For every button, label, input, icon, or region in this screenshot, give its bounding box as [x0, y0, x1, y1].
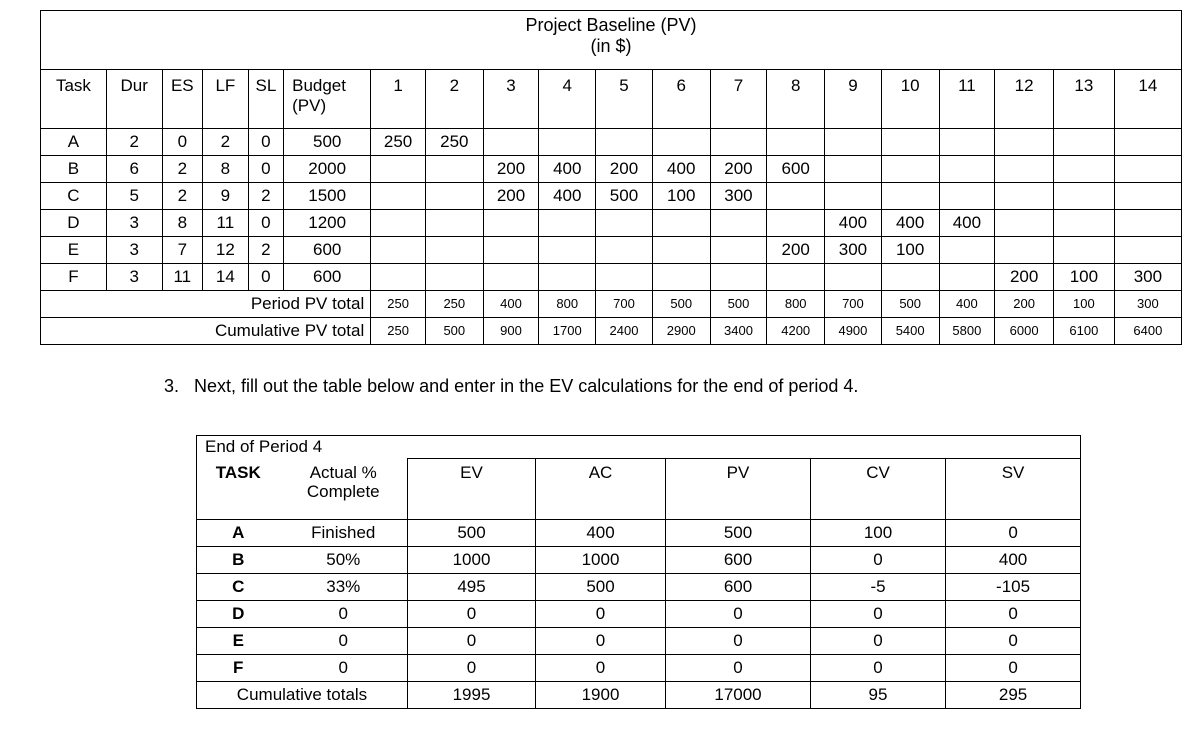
baseline-es-cell: 8 [162, 210, 203, 237]
baseline-pv-cell: 100 [881, 237, 939, 264]
ev-cv-cell: -5 [811, 574, 946, 601]
baseline-dur-cell: 2 [106, 129, 162, 156]
baseline-pv-cell [825, 264, 882, 291]
ev-pct-cell: 50% [280, 547, 408, 574]
ev-sv-cell: 0 [946, 520, 1081, 547]
baseline-pv-cell [767, 264, 825, 291]
baseline-pv-cell: 200 [483, 183, 539, 210]
ev-header-row [197, 459, 1081, 520]
cumulative-pv-total-cell: 5800 [939, 318, 995, 345]
baseline-budget-cell: 600 [284, 237, 371, 264]
baseline-es-cell: 11 [162, 264, 203, 291]
ev-cv-cell: 100 [811, 520, 946, 547]
cumulative-pv-total-cell: 3400 [710, 318, 767, 345]
ev-sv-cell: 400 [946, 547, 1081, 574]
cumulative-pv-total-cell: 1700 [539, 318, 596, 345]
period-pv-total-cell: 800 [767, 291, 825, 318]
baseline-sl-cell: 0 [248, 129, 283, 156]
baseline-pv-cell [1054, 129, 1115, 156]
baseline-es-cell: 2 [162, 156, 203, 183]
baseline-pv-cell [371, 156, 426, 183]
baseline-pv-cell [1054, 210, 1115, 237]
ev-total-ev: 1995 [408, 682, 536, 709]
baseline-pv-cell [425, 210, 483, 237]
baseline-budget-cell: 500 [284, 129, 371, 156]
baseline-pv-cell [1054, 183, 1115, 210]
cumulative-pv-total-cell: 900 [483, 318, 539, 345]
baseline-pv-cell: 500 [596, 183, 653, 210]
ev-total-sv: 295 [946, 682, 1081, 709]
baseline-pv-cell [425, 237, 483, 264]
baseline-pv-cell [710, 237, 767, 264]
period-header: 10 [881, 70, 939, 129]
period-pv-total-cell: 500 [710, 291, 767, 318]
baseline-dur-cell: 3 [106, 210, 162, 237]
period-pv-total-cell: 250 [371, 291, 426, 318]
baseline-pv-cell [371, 210, 426, 237]
baseline-pv-cell [939, 156, 995, 183]
ev-pct-cell: 0 [280, 655, 408, 682]
ev-task-row [197, 601, 1081, 628]
instruction-number: 3. [164, 376, 180, 396]
baseline-lf-cell: 12 [203, 237, 249, 264]
baseline-pv-cell [425, 264, 483, 291]
baseline-pv-cell [1114, 129, 1181, 156]
baseline-pv-cell: 100 [652, 183, 710, 210]
baseline-task-cell: B [41, 156, 107, 183]
cumulative-pv-total-cell: 6100 [1054, 318, 1115, 345]
header-dur: Dur [106, 70, 162, 129]
baseline-es-cell: 2 [162, 183, 203, 210]
cumulative-pv-total-cell: 4900 [825, 318, 882, 345]
ev-cv-cell: 0 [811, 655, 946, 682]
baseline-body [41, 129, 1182, 291]
header-lf: LF [203, 70, 249, 129]
baseline-pv-cell [710, 264, 767, 291]
ev-sv-cell: 0 [946, 628, 1081, 655]
cumulative-pv-total-cell: 2400 [596, 318, 653, 345]
baseline-pv-cell [539, 129, 596, 156]
baseline-task-cell: C [41, 183, 107, 210]
baseline-pv-cell [425, 156, 483, 183]
baseline-pv-cell [1054, 237, 1115, 264]
ev-ev-cell: 0 [408, 628, 536, 655]
baseline-pv-cell [539, 237, 596, 264]
period-header: 12 [995, 70, 1054, 129]
cumulative-pv-total-cell: 500 [425, 318, 483, 345]
ev-sv-cell: 0 [946, 601, 1081, 628]
baseline-title-line1: Project Baseline (PV) [525, 15, 697, 35]
baseline-sl-cell: 0 [248, 264, 283, 291]
baseline-pv-cell [995, 210, 1054, 237]
ev-calculation-table [196, 435, 1081, 709]
ev-task-cell: F [197, 655, 280, 682]
period-pv-total-cell: 700 [596, 291, 653, 318]
baseline-pv-cell [825, 129, 882, 156]
baseline-budget-cell: 2000 [284, 156, 371, 183]
ev-pv-cell: 500 [666, 520, 811, 547]
project-baseline-table [40, 10, 1182, 345]
baseline-es-cell: 0 [162, 129, 203, 156]
period-header: 7 [710, 70, 767, 129]
header-es: ES [162, 70, 203, 129]
baseline-lf-cell: 9 [203, 183, 249, 210]
ev-header-pv: PV [666, 459, 811, 520]
ev-sv-cell: 0 [946, 655, 1081, 682]
period-pv-total-cell: 100 [1054, 291, 1115, 318]
baseline-pv-cell: 250 [425, 129, 483, 156]
baseline-pv-cell [539, 264, 596, 291]
ev-ev-cell: 0 [408, 655, 536, 682]
ev-header-pct: Actual % Complete [280, 459, 408, 520]
baseline-sl-cell: 0 [248, 156, 283, 183]
baseline-pv-cell [596, 237, 653, 264]
baseline-pv-cell: 200 [483, 156, 539, 183]
baseline-pv-cell: 300 [710, 183, 767, 210]
cumulative-pv-total-row [41, 318, 1182, 345]
ev-ac-cell: 400 [536, 520, 666, 547]
cumulative-pv-total-cell: 2900 [652, 318, 710, 345]
ev-task-cell: A [197, 520, 280, 547]
ev-ev-cell: 495 [408, 574, 536, 601]
ev-ac-cell: 0 [536, 628, 666, 655]
ev-header-ac: AC [536, 459, 666, 520]
baseline-task-cell: F [41, 264, 107, 291]
baseline-pv-cell [939, 183, 995, 210]
ev-task-cell: E [197, 628, 280, 655]
baseline-pv-cell [1114, 210, 1181, 237]
baseline-task-row [41, 129, 1182, 156]
baseline-pv-cell [995, 129, 1054, 156]
baseline-pv-cell [596, 129, 653, 156]
baseline-pv-cell [652, 237, 710, 264]
baseline-lf-cell: 11 [203, 210, 249, 237]
ev-pct-cell: 0 [280, 628, 408, 655]
baseline-pv-cell: 400 [652, 156, 710, 183]
baseline-pv-cell [652, 210, 710, 237]
period-header: 11 [939, 70, 995, 129]
ev-pv-cell: 0 [666, 655, 811, 682]
baseline-pv-cell: 400 [825, 210, 882, 237]
ev-task-cell: D [197, 601, 280, 628]
baseline-lf-cell: 2 [203, 129, 249, 156]
baseline-task-cell: A [41, 129, 107, 156]
baseline-pv-cell [995, 237, 1054, 264]
baseline-task-cell: E [41, 237, 107, 264]
baseline-pv-cell: 300 [825, 237, 882, 264]
baseline-pv-cell [371, 264, 426, 291]
baseline-pv-cell [710, 210, 767, 237]
baseline-pv-cell [767, 129, 825, 156]
cumulative-pv-total-cell: 6400 [1114, 318, 1181, 345]
cumulative-pv-total-cell: 6000 [995, 318, 1054, 345]
ev-header-ev: EV [408, 459, 536, 520]
header-task: Task [41, 70, 107, 129]
ev-pct-cell: Finished [280, 520, 408, 547]
baseline-title [41, 11, 1182, 70]
baseline-es-cell: 7 [162, 237, 203, 264]
period-header: 2 [425, 70, 483, 129]
ev-pct-cell: 33% [280, 574, 408, 601]
ev-totals-row [197, 682, 1081, 709]
baseline-budget-cell: 1500 [284, 183, 371, 210]
baseline-pv-cell [939, 237, 995, 264]
period-pv-total-cell: 700 [825, 291, 882, 318]
period-pv-total-cell: 200 [995, 291, 1054, 318]
ev-task-row [197, 628, 1081, 655]
baseline-pv-cell [767, 210, 825, 237]
period-pv-total-cell: 300 [1114, 291, 1181, 318]
ev-ac-cell: 1000 [536, 547, 666, 574]
ev-ac-cell: 0 [536, 601, 666, 628]
period-pv-total-cell: 800 [539, 291, 596, 318]
baseline-pv-cell [371, 237, 426, 264]
ev-cv-cell: 0 [811, 547, 946, 574]
baseline-lf-cell: 14 [203, 264, 249, 291]
ev-ev-cell: 0 [408, 601, 536, 628]
ev-totals-label: Cumulative totals [197, 682, 408, 709]
baseline-pv-cell [1114, 183, 1181, 210]
ev-task-cell: C [197, 574, 280, 601]
instruction-text: Next, fill out the table below and enter in the EV calculations for the end of period 4. [194, 376, 859, 396]
period-pv-total-label: Period PV total [41, 291, 371, 318]
period-header: 3 [483, 70, 539, 129]
baseline-title-line2: (in $) [590, 35, 632, 56]
ev-pv-cell: 0 [666, 601, 811, 628]
baseline-pv-cell [939, 129, 995, 156]
period-pv-total-cell: 250 [425, 291, 483, 318]
baseline-task-row [41, 264, 1182, 291]
ev-cv-cell: 0 [811, 601, 946, 628]
baseline-task-row [41, 210, 1182, 237]
baseline-header-row [41, 70, 1182, 129]
ev-body [197, 520, 1081, 682]
baseline-pv-cell [881, 264, 939, 291]
ev-task-row [197, 520, 1081, 547]
ev-header-cv: CV [811, 459, 946, 520]
period-pv-total-cell: 500 [652, 291, 710, 318]
period-header: 8 [767, 70, 825, 129]
ev-pv-cell: 600 [666, 547, 811, 574]
period-pv-total-cell: 400 [483, 291, 539, 318]
baseline-sl-cell: 2 [248, 237, 283, 264]
baseline-pv-cell [371, 183, 426, 210]
period-header: 5 [596, 70, 653, 129]
baseline-pv-cell [425, 183, 483, 210]
cumulative-pv-total-cell: 250 [371, 318, 426, 345]
header-sl: SL [248, 70, 283, 129]
cumulative-pv-total-cell: 4200 [767, 318, 825, 345]
ev-ev-cell: 1000 [408, 547, 536, 574]
period-header: 13 [1054, 70, 1115, 129]
baseline-pv-cell: 100 [1054, 264, 1115, 291]
period-header: 14 [1114, 70, 1181, 129]
baseline-pv-cell: 400 [939, 210, 995, 237]
baseline-pv-cell [539, 210, 596, 237]
baseline-pv-cell [881, 183, 939, 210]
ev-total-pv: 17000 [666, 682, 811, 709]
baseline-pv-cell [710, 129, 767, 156]
baseline-pv-cell [1114, 237, 1181, 264]
baseline-pv-cell [825, 156, 882, 183]
baseline-pv-cell [596, 264, 653, 291]
end-of-period-label: End of Period 4 [197, 436, 1081, 459]
ev-header-task: TASK [197, 459, 280, 520]
baseline-pv-cell [1054, 156, 1115, 183]
ev-cv-cell: 0 [811, 628, 946, 655]
ev-task-row [197, 547, 1081, 574]
ev-ac-cell: 0 [536, 655, 666, 682]
ev-total-ac: 1900 [536, 682, 666, 709]
ev-sv-cell: -105 [946, 574, 1081, 601]
header-budget: Budget (PV) [284, 70, 371, 129]
period-header: 1 [371, 70, 426, 129]
period-header: 9 [825, 70, 882, 129]
baseline-pv-cell [995, 183, 1054, 210]
baseline-task-row [41, 156, 1182, 183]
ev-pv-cell: 600 [666, 574, 811, 601]
baseline-pv-cell: 200 [995, 264, 1054, 291]
baseline-pv-cell [767, 183, 825, 210]
baseline-budget-cell: 600 [284, 264, 371, 291]
baseline-dur-cell: 5 [106, 183, 162, 210]
period-header: 6 [652, 70, 710, 129]
baseline-pv-cell: 200 [710, 156, 767, 183]
baseline-pv-cell [881, 156, 939, 183]
baseline-pv-cell [825, 183, 882, 210]
baseline-budget-cell: 1200 [284, 210, 371, 237]
baseline-dur-cell: 6 [106, 156, 162, 183]
ev-task-row [197, 655, 1081, 682]
ev-task-cell: B [197, 547, 280, 574]
baseline-task-row [41, 237, 1182, 264]
baseline-pv-cell [652, 264, 710, 291]
baseline-sl-cell: 2 [248, 183, 283, 210]
baseline-pv-cell [483, 264, 539, 291]
ev-pv-cell: 0 [666, 628, 811, 655]
baseline-pv-cell: 200 [767, 237, 825, 264]
ev-total-cv: 95 [811, 682, 946, 709]
instruction-paragraph [164, 376, 858, 397]
baseline-pv-cell: 400 [539, 183, 596, 210]
baseline-dur-cell: 3 [106, 237, 162, 264]
baseline-pv-cell: 600 [767, 156, 825, 183]
ev-pct-cell: 0 [280, 601, 408, 628]
baseline-pv-cell [483, 129, 539, 156]
baseline-pv-cell: 400 [539, 156, 596, 183]
baseline-pv-cell [995, 156, 1054, 183]
baseline-sl-cell: 0 [248, 210, 283, 237]
period-pv-total-row [41, 291, 1182, 318]
baseline-pv-cell: 300 [1114, 264, 1181, 291]
ev-ev-cell: 500 [408, 520, 536, 547]
baseline-pv-cell [483, 210, 539, 237]
baseline-pv-cell [596, 210, 653, 237]
baseline-pv-cell [1114, 156, 1181, 183]
ev-task-row [197, 574, 1081, 601]
baseline-lf-cell: 8 [203, 156, 249, 183]
cumulative-pv-total-label: Cumulative PV total [41, 318, 371, 345]
baseline-task-row [41, 183, 1182, 210]
period-pv-total-cell: 500 [881, 291, 939, 318]
baseline-pv-cell: 400 [881, 210, 939, 237]
baseline-pv-cell: 200 [596, 156, 653, 183]
period-pv-total-cell: 400 [939, 291, 995, 318]
baseline-pv-cell [483, 237, 539, 264]
cumulative-pv-total-cell: 5400 [881, 318, 939, 345]
baseline-dur-cell: 3 [106, 264, 162, 291]
baseline-pv-cell [652, 129, 710, 156]
baseline-pv-cell [939, 264, 995, 291]
baseline-task-cell: D [41, 210, 107, 237]
ev-ac-cell: 500 [536, 574, 666, 601]
baseline-pv-cell [881, 129, 939, 156]
baseline-pv-cell: 250 [371, 129, 426, 156]
ev-header-sv: SV [946, 459, 1081, 520]
period-header: 4 [539, 70, 596, 129]
